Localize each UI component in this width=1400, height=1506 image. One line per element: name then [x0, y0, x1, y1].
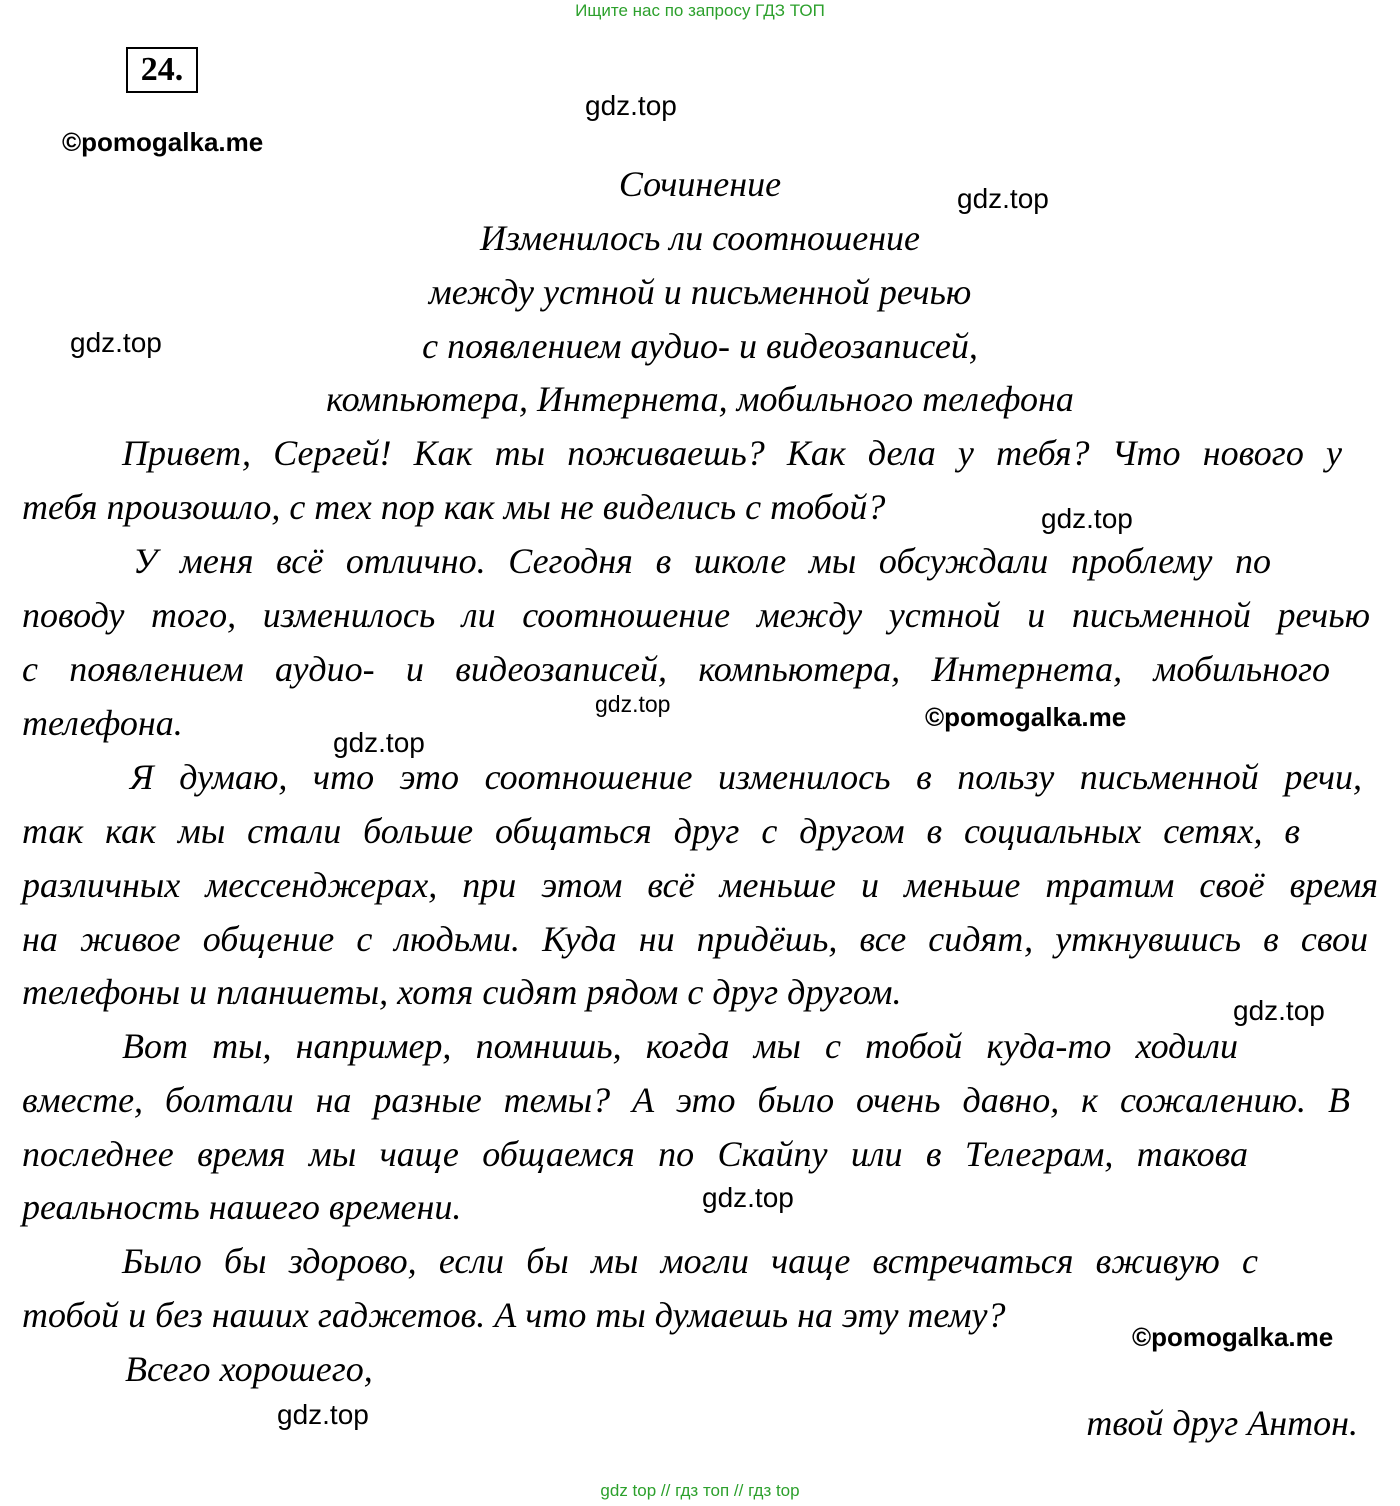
task-number-box: 24. [126, 47, 198, 93]
watermark-gdz: gdz.top [957, 183, 1049, 214]
essay-body-line: тебя произошло, с тех пор как мы не виделись с тобой? [22, 487, 886, 527]
essay-body-line: реальность нашего времени. [22, 1187, 462, 1227]
essay-body-line: Привет, Сергей! Как ты поживаешь? Как дела у тебя? Что нового у [122, 433, 1342, 473]
watermark-gdz: gdz.top [1041, 503, 1133, 534]
essay-title-line: между устной и письменной речью [428, 272, 972, 312]
watermark-gdz: gdz.top [595, 691, 671, 717]
watermark-gdz: gdz.top [277, 1399, 369, 1430]
essay-title-line: Изменилось ли соотношение [479, 218, 921, 258]
essay-body-line: с появлением аудио- и видеозаписей, компьютера, Интернета, мобильного [22, 649, 1330, 689]
essay-body-line: Вот ты, например, помнишь, когда мы с тобой куда-то ходили [122, 1026, 1238, 1066]
essay-body-line: последнее время мы чаще общаемся по Скайпу или в Телеграм, такова [22, 1134, 1248, 1174]
essay-closing: Всего хорошего, [125, 1349, 373, 1389]
essay-body-line: вместе, болтали на разные темы? А это было очень давно, к сожалению. В [22, 1080, 1350, 1120]
watermark-gdz: gdz.top [333, 727, 425, 758]
essay-body-line: различных мессенджерах, при этом всё меньше и меньше тратим своё время [22, 865, 1378, 905]
essay-body-line: на живое общение с людьми. Куда ни придёшь, все сидят, уткнувшись в свои [22, 919, 1368, 959]
essay-body-line: поводу того, изменилось ли соотношение между устной и письменной речью [22, 595, 1370, 635]
watermark-gdz: gdz.top [585, 90, 677, 121]
essay-body-line: тобой и без наших гаджетов. А что ты думаешь на эту тему? [22, 1295, 1006, 1335]
watermark-gdz: gdz.top [1233, 995, 1325, 1026]
watermark-pomogalka: ©pomogalka.me [1132, 1322, 1334, 1352]
top-banner: Ищите нас по запросу ГДЗ ТОП [575, 1, 825, 20]
essay-body-line: так как мы стали больше общаться друг с другом в социальных сетях, в [22, 811, 1300, 851]
essay-title-line: с появлением аудио- и видеозаписей, [422, 326, 978, 366]
essay-body-line: У меня всё отлично. Сегодня в школе мы обсуждали проблему по [133, 541, 1271, 581]
watermark-gdz: gdz.top [702, 1182, 794, 1213]
watermark-pomogalka: ©pomogalka.me [925, 702, 1127, 732]
essay-signature: твой друг Антон. [1086, 1403, 1358, 1443]
essay-title-line: компьютера, Интернета, мобильного телефона [326, 379, 1074, 419]
watermark-gdz: gdz.top [70, 327, 162, 358]
essay-body-line: Я думаю, что это соотношение изменилось в пользу письменной речи, [130, 757, 1362, 797]
essay-body-line: телефона. [22, 703, 183, 743]
essay-body-line: Было бы здорово, если бы мы могли чаще встречаться вживую с [122, 1241, 1258, 1281]
watermark-pomogalka: ©pomogalka.me [62, 127, 264, 157]
essay-heading: Сочинение [618, 164, 782, 204]
essay-body-line: телефоны и планшеты, хотя сидят рядом с друг другом. [22, 972, 902, 1012]
footer-links: gdz top // гдз топ // гдз top [600, 1481, 800, 1500]
